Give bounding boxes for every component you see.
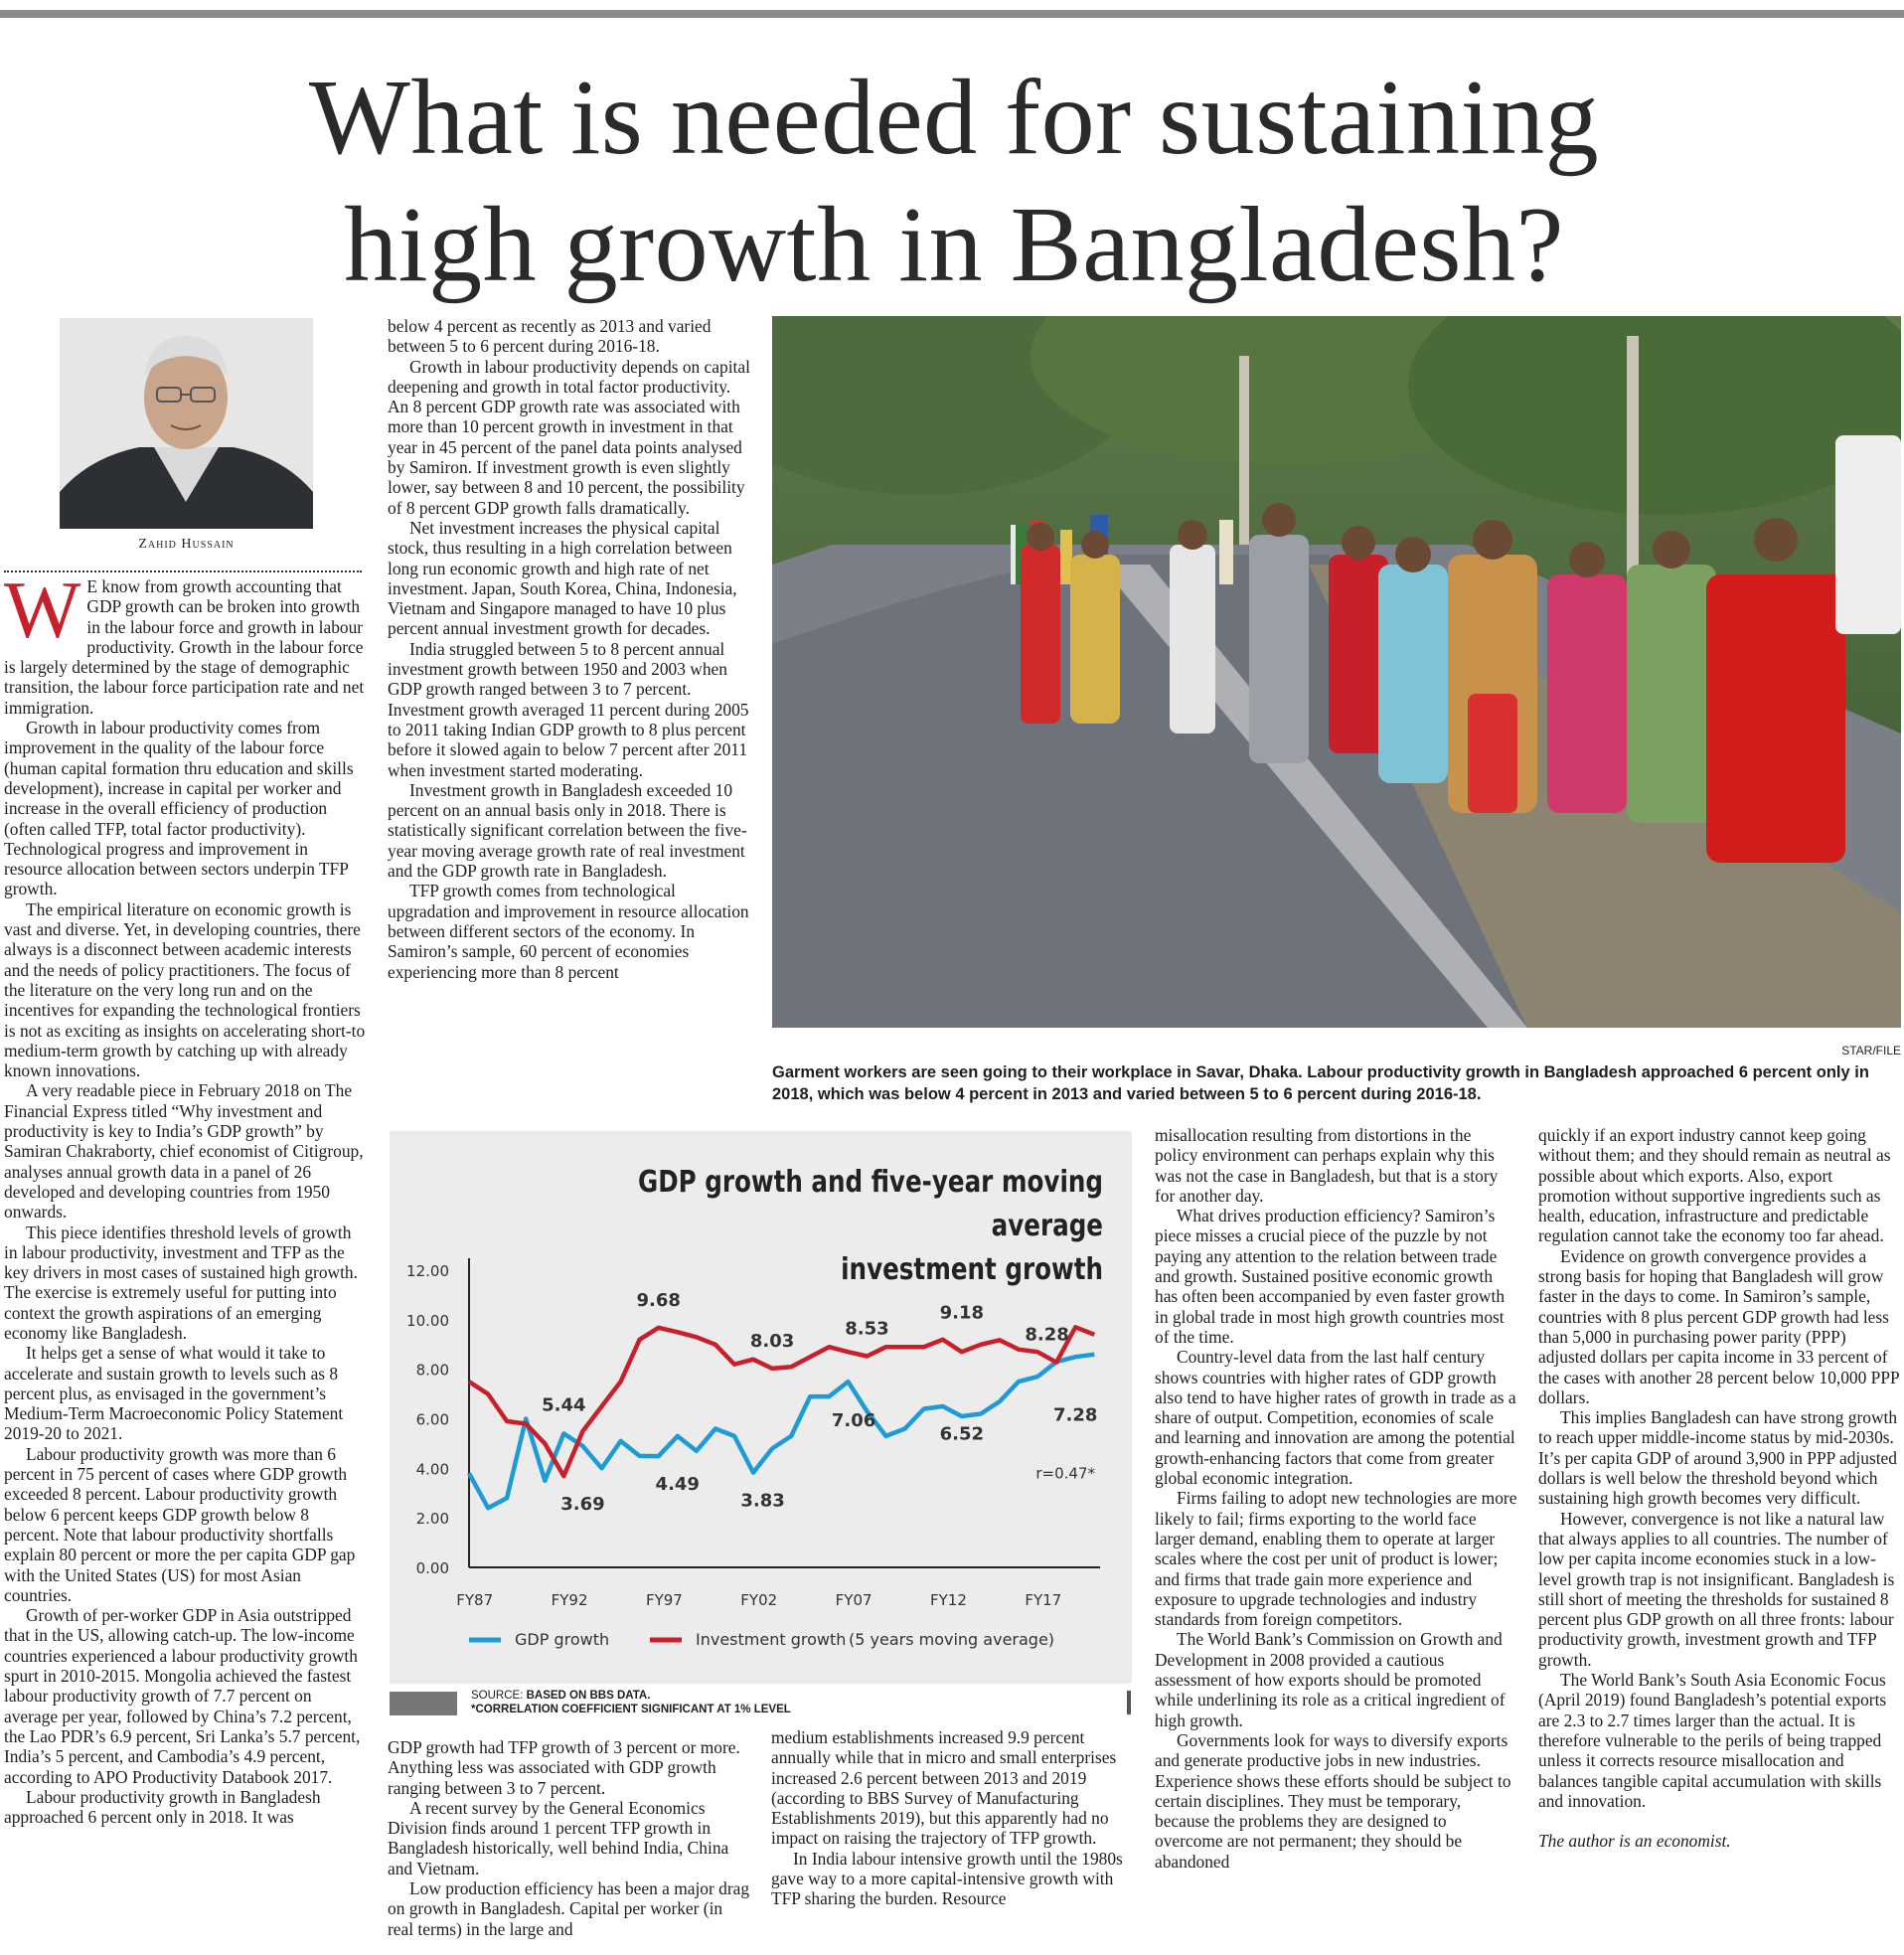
legend-gdp-label: GDP growth xyxy=(515,1630,610,1649)
data-label: 8.53 xyxy=(845,1318,889,1340)
author-footnote: The author is an economist. xyxy=(1538,1831,1731,1852)
paragraph: Growth in labour productivity comes from improvement in the quality of the labour force (human capital formation thru education and skills development), increase in capital per worker and increase in the overall efficiency of production (often called TFP, total factor productivity). Technological progress and improvement in resource allocation between sectors underpin TFP growth. xyxy=(4,718,354,899)
x-tick-label: FY97 xyxy=(645,1591,683,1609)
data-label: 4.49 xyxy=(655,1474,700,1496)
data-label: 9.18 xyxy=(939,1302,985,1324)
article-column-4 xyxy=(1155,1125,1517,1872)
x-tick-label: FY12 xyxy=(930,1591,967,1609)
y-tick-label: 6.00 xyxy=(415,1410,449,1429)
paragraph: A very readable piece in February 2018 on The Financial Express titled “Why investment and productivity is key to India’s GDP growth” by Samiran Chakraborty, chief economist of Citigroup, analyses annual growth data in a panel of 26 developed and developing countries from 1950 onwards. xyxy=(4,1080,364,1222)
x-tick-label: FY02 xyxy=(740,1591,778,1609)
paragraph: below 4 percent as recently as 2013 and varied between 5 to 6 percent during 2016-18. xyxy=(388,316,712,357)
drop-cap: W xyxy=(4,565,81,655)
headline xyxy=(60,55,1848,309)
x-tick-label: FY87 xyxy=(456,1591,494,1609)
data-label: 3.83 xyxy=(740,1490,785,1512)
headline-line-2: high growth in Bangladesh? xyxy=(344,186,1564,304)
y-tick-label: 0.00 xyxy=(415,1559,449,1577)
photo-caption: Garment workers are seen going to their workplace in Savar, Dhaka. Labour productivity growth in Bangladesh approached 6 percent only in 2018, which was below 4 percent in 2013 and varied between 5 to 6 percent during 2016-18. xyxy=(772,1063,1869,1103)
paragraph: Net investment increases the physical capital stock, thus resulting in a high correlation between long run economic growth and high rate of net investment. Japan, South Korea, China, Indonesia, Vietnam and Singapore managed to have 10 plus percent annual investment growth for decades. xyxy=(388,517,737,639)
correlation-note: *CORRELATION COEFFICIENT SIGNIFICANT AT 1% LEVEL xyxy=(471,1704,791,1715)
paragraph: However, convergence is not like a natural law that always applies to all countries. The number of low per capita income economies stuck in a low-level growth trap is not insignificant. Bangladesh is still short of meeting the thresholds for sustained 8 percent plus GDP growth on all three fronts: labour productivity growth, investment growth and TFP growth. xyxy=(1538,1508,1895,1670)
garment-workers-photo-icon xyxy=(772,316,1901,1028)
paragraph: quickly if an export industry cannot keep going without them; and they should remain as neutral as possible about which exports. Also, export promotion without supportive ingredients such as health, education, infrastructure and predictable regulation cannot take the economy too far ahead. xyxy=(1538,1125,1891,1246)
source-text: BASED ON BBS DATA. xyxy=(526,1690,651,1702)
article-column-2-continued xyxy=(388,1737,750,1939)
paragraph: Investment growth in Bangladesh exceeded 10 percent on an annual basis only in 2018. There is statistically significant correlation between the five-year moving average growth rate of real investment and the GDP growth rate in Bangladesh. xyxy=(388,779,747,882)
paragraph: Labour productivity growth was more than 6 percent in 75 percent of cases where GDP growth exceeded 8 percent. Labour productivity growth below 6 percent keeps GDP growth below 8 percent. Note that labour productivity shortfalls explain 80 percent or more the per capita GDP gap with the United States (US) for most Asian countries. xyxy=(4,1443,356,1605)
data-label: 5.44 xyxy=(542,1394,586,1416)
top-rule xyxy=(0,10,1904,18)
chart-title-line-2: investment growth xyxy=(841,1252,1103,1287)
data-label: 6.52 xyxy=(939,1423,985,1445)
article-column-1 xyxy=(4,565,367,1828)
paragraph: Low production efficiency has been a major drag on growth in Bangladesh. Capital per worker (in real terms) in the large and xyxy=(388,1878,750,1939)
paragraph: misallocation resulting from distortions in the policy environment can perhaps explain why this was not the case in Bangladesh, but that is a story for another day. xyxy=(1155,1125,1499,1206)
y-tick-label: 4.00 xyxy=(415,1460,449,1479)
paragraph: Governments look for ways to diversify exports and generate productive jobs in new industries. Experience shows these efforts should be subject to certain disciplines. They must be temporary, because the problems they are designed to overcome are not permanent; they should be abandoned xyxy=(1155,1729,1511,1872)
paragraph: What drives production efficiency? Samiron’s piece misses a crucial piece of the puzzle by not paying any attention to the relation between trade and growth. Sustained positive economic growth has often been accompanied by even faster growth in global trade in most high growth countries most of the time. xyxy=(1155,1206,1506,1347)
source-label: SOURCE: xyxy=(471,1690,524,1702)
data-label: 7.28 xyxy=(1052,1404,1098,1426)
source-rule xyxy=(1127,1691,1131,1714)
y-tick-label: 10.00 xyxy=(406,1311,449,1330)
data-label: 9.68 xyxy=(636,1289,681,1311)
data-label: 3.69 xyxy=(560,1494,605,1516)
x-tick-label: FY92 xyxy=(551,1591,588,1609)
x-tick-label: FY07 xyxy=(835,1591,873,1609)
paragraph: The empirical literature on economic growth is vast and diverse. Yet, in developing countries, there always is a disconnect between academic interests and the needs of policy practitioners. The focus of the literature on the very long run and on the incentives for expanding the technological frontiers is not as exciting as insights on accelerating short-to medium-term growth by catching up with already known innovations. xyxy=(4,898,366,1081)
paragraph: Firms failing to adopt new technologies are more likely to fail; firms exporting to the world face larger demand, enabling them to operate at larger scales where the cost per unit of product is lower; and firms that trade gain more experience and exposure to upgrade technologies and industry standards from foreign competitors. xyxy=(1155,1488,1517,1630)
data-label: 7.06 xyxy=(831,1410,876,1432)
y-tick-label: 8.00 xyxy=(415,1361,449,1380)
paragraph: GDP growth had TFP growth of 3 percent or more. Anything less was associated with GDP growth ranging between 3 to 7 percent. xyxy=(388,1737,740,1798)
x-tick-label: FY17 xyxy=(1025,1591,1062,1609)
paragraph: The World Bank’s Commission on Growth and Development in 2008 provided a cautious assessment of how exports should be promoted while underlining its role as a critical ingredient of high growth. xyxy=(1155,1629,1506,1730)
paragraph: India struggled between 5 to 8 percent annual investment growth between 1950 and 2003 when GDP growth ranged between 3 to 7 percent. Investment growth averaged 11 percent during 2005 to 2011 taking Indian GDP growth to 8 plus percent before it slowed again to below 7 percent after 2011 when investment started moderating. xyxy=(388,638,749,780)
data-label: 8.28 xyxy=(1025,1324,1069,1346)
paragraph: TFP growth comes from technological upgradation and improvement in resource allocation between different sectors of the economy. In Samiron’s sample, 60 percent of economies experiencing more than 8 percent xyxy=(388,881,749,982)
news-photo xyxy=(772,316,1901,1028)
y-tick-label: 12.00 xyxy=(406,1262,449,1280)
chart-title-line-1: GDP growth and five-year moving average xyxy=(637,1165,1103,1243)
paragraph: Growth of per-worker GDP in Asia outstripped that in the US, allowing catch-up. The low-income countries experienced a labour productivity growth spurt in 2010-2015. Mongolia achieved the fastest labour productivity growth of 7.7 percent on average per year, followed by China’s 7.2 percent, the Lao PDR’s 6.9 percent, Sri Lanka’s 5.7 percent, India’s 5 percent, and Cambodia’s 4.9 percent, according to APO Productivity Databook 2017. xyxy=(4,1605,361,1787)
author-portrait xyxy=(60,318,313,529)
line-chart xyxy=(390,1131,1132,1684)
paragraph: medium establishments increased 9.9 percent annually while that in micro and small enterprises increased 2.6 percent between 2013 and 2019 (according to BBS Survey of Manufacturing Establishments 2019), but this apparently had no impact on raising the trajectory of TFP growth. xyxy=(771,1727,1117,1849)
author-portrait-icon xyxy=(60,318,313,529)
article-column-5 xyxy=(1538,1125,1900,1851)
correlation-annotation: r=0.47* xyxy=(1035,1464,1095,1483)
article-column-2 xyxy=(388,316,750,982)
paragraph: Growth in labour productivity depends on capital deepening and growth in total factor productivity. An 8 percent GDP growth rate was associated with more than 10 percent growth in investment in that year in 45 percent of the panel data points analysed by Samiron. If investment growth is even slightly lower, say between 8 and 10 percent, the possibility of 8 percent GDP growth falls dramatically. xyxy=(388,356,750,518)
paragraph: This piece identifies threshold levels of growth in labour productivity, investment and TFP as the key drivers in most cases of sustained high growth. The exercise is extremely useful for putting into context the growth aspirations of an emerging economy like Bangladesh. xyxy=(4,1222,358,1343)
data-label: 8.03 xyxy=(749,1330,795,1352)
legend-investment-note: (5 years moving average) xyxy=(849,1630,1055,1649)
paragraph: Country-level data from the last half century shows countries with higher rates of GDP growth also tend to have higher rates of growth in trade as a share of output. Competition, economies of scale and learning and innovation are among the potential growth-enhancing factors that come from greater global economic integration. xyxy=(1155,1347,1516,1489)
gdp-growth-line xyxy=(469,1355,1094,1509)
paragraph: W E know from growth accounting that GDP growth can be broken into growth in the labour force and growth in labour productivity. Growth in the labour force is largely determined by the stage of demographic transition, the labour force participation rate and net immigration. xyxy=(4,565,365,718)
paragraph: This implies Bangladesh can have strong growth to reach upper middle-income status by mid-2030s. It’s per capita GDP of around 3,900 in PPP adjusted dollars is well below the threshold beyond which sustaining high growth becomes very difficult. xyxy=(1538,1407,1898,1509)
author-byline: Zahid Hussain xyxy=(138,537,235,552)
paragraph: A recent survey by the General Economics Division finds around 1 percent TFP growth in Bangladesh historically, well behind India, China and Vietnam. xyxy=(388,1797,729,1878)
headline-line-1: What is needed for sustaining xyxy=(308,59,1600,177)
paragraph: Evidence on growth convergence provides a strong basis for hoping that Bangladesh will grow faster in the days to come. In Samiron’s sample, countries with 8 plus percent GDP growth had less than 5,000 in purchasing power parity (PPP) adjusted dollars per capita income in 33 percent of the cases with another 28 percent below 10,000 PPP dollars. xyxy=(1538,1245,1900,1407)
chart-source xyxy=(471,1689,1127,1716)
source-swatch xyxy=(390,1692,457,1715)
legend-investment-label: Investment growth xyxy=(696,1630,847,1649)
photo-credit: STAR/FILE xyxy=(1841,1044,1901,1058)
paragraph: The World Bank’s South Asia Economic Focus (April 2019) found Bangladesh’s potential exports are 2.3 to 2.7 times larger than the actual. It is therefore vulnerable to the perils of being trapped unless it corrects resource misallocation and balances tangible capital accumulation with skills and innovation. xyxy=(1538,1670,1887,1811)
article-column-3 xyxy=(771,1727,1134,1909)
paragraph: In India labour intensive growth until the 1980s gave way to a more capital-intensive growth with TFP sharing the burden. Resource xyxy=(771,1848,1123,1909)
paragraph: Labour productivity growth in Bangladesh approached 6 percent only in 2018. It was xyxy=(4,1786,321,1828)
y-tick-label: 2.00 xyxy=(415,1510,449,1529)
paragraph: It helps get a sense of what would it take to accelerate and sustain growth to levels such as 8 percent plus, as envisaged in the government’s Medium-Term Macroeconomic Policy Statement 2019-20 to 2021. xyxy=(4,1343,344,1444)
